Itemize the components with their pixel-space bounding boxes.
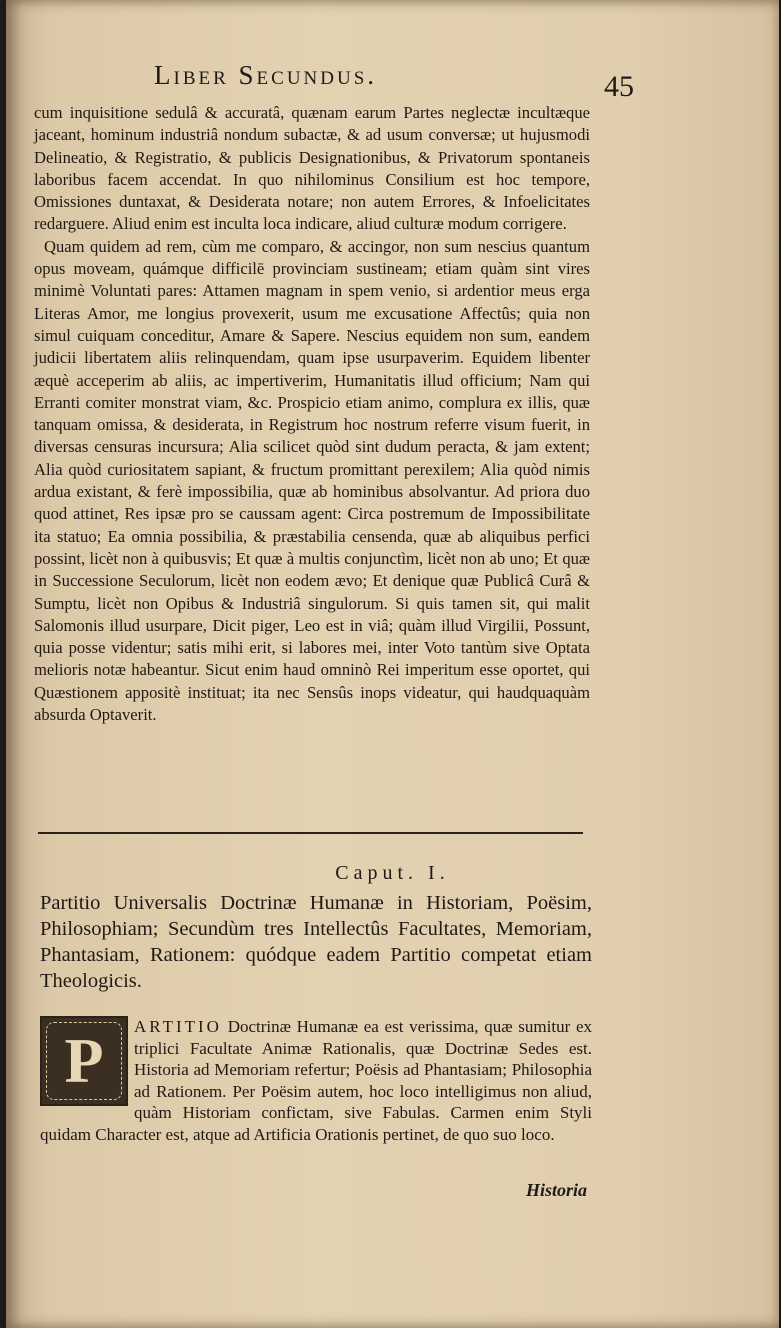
catchword: Historia: [526, 1180, 588, 1200]
chapter-summary: Partitio Universalis Doctrinæ Humanæ in Historiam, Poësim, Philosophiam; Secundùm tres Intellectûs Facultates, Memoriam, Phantasiam, Rationem: quódque eadem Partitio competat etiam Theologicis.: [40, 892, 592, 992]
page-number: 45: [604, 70, 634, 103]
paragraph-2: Quam quidem ad rem, cùm me comparo, & accingor, non sum nescius quantum opus moveam, quámque difficilē provinciam sustineam; etiam quàm sint vires minimè Voluntati pares: Attamen magnam in spem venio, si ardentior meus erga Literas Amor, me longius provexerit, usum me excusatione Affectûs; quia non simul cuiquam conceditur, Amare & Sapere. Nescius equidem non sum, eandem judicii libertatem aliis relinquendam, quam ipse usurpaverim. Equidem libenter æquè acceperim ab aliis, ac impertiverim, Humanitatis illud officium; Nam qui Erranti comiter monstrat viam, &c. Prospicio etiam animo, complura ex illis, quæ tanquam omissa, & desiderata, in Registrum hoc nostrum referre visum fuerit, in diversas censuras incursura; Alia scilicet quòd sint dudum peracta, & jam extent; Alia quòd curiositatem sapiant, & fructum promittant perexilem; Alia quòd nimis ardua existant, & ferè impossibilia, quæ ab hominibus absolvantur. Ad priora duo quod attinet, Res ipsæ pro se caussam agent: Circa postremum de Impossibilitate ita statuo; Ea omnia possibilia, & præstabilia censenda, quæ ab aliquibus perfici possint, licèt non à quibusvis; Et quæ à multis conjunctìm, licèt non ab uno; Et quæ in Successione Seculorum, licèt non eodem ævo; Et denique quæ Publicâ Curâ & Sumptu, licèt non Opibus & Industriâ singulorum. Si quis tamen sit, qui malit Salomonis illud usurpare, Dicit piger, Leo est in viâ; quàm illud Virgilii, Possunt, quia posse videntur; satis mihi erit, si labores mei, inter Voto tantùm sive Optata melioris notæ habeantur. Sicut enim haud omninò Rei imperitum esse oportet, qui Quæstionem appositè instituat; ita nec Sensûs inops videatur, qui haudquaquàm absurda Optaverit.: [34, 236, 590, 725]
decorated-initial: P: [40, 1016, 128, 1106]
main-text: [34, 102, 590, 726]
chapter-body: Doctrinæ Humanæ ea est verissima, quæ sumitur ex triplici Facultate Animæ Rationalis, quæ Doctrinæ Sedes est. Historia ad Memoriam refertur; Poësis ad Phantasiam; Philosophia ad Rationem. Per Poësim autem, hoc loco intelligimus non aliud, quàm Historiam confictam, sive Fabulas. Carmen enim Styli quidam Character est, atque ad Artificia Orationis pertinet, de quo suo loco.: [40, 1017, 592, 1144]
running-head: Liber Secundus.: [154, 60, 378, 90]
chapter-text: [40, 1016, 592, 1146]
paragraph-1: cum inquisitione sedulâ & accuratâ, quænam earum Partes neglectæ incultæque jaceant, hominum industriâ nondum subactæ, & ad usum conversæ; ut hujusmodi Delineatio, & Registratio, & publicis Designationibus, & Privatorum spontaneis laboribus facem accendat. In quo nihilominus Consilium est hoc tempore, Omissiones duntaxat, & Desiderata notare; non autem Errores, & Infoelicitates redarguere. Aliud enim est inculta loca indicare, aliud culturæ modum corrigere.: [34, 103, 590, 234]
chapter-heading: Caput. I.: [335, 862, 450, 884]
first-word: ARTITIO: [134, 1017, 222, 1036]
section-divider: [38, 832, 583, 834]
book-page: [6, 0, 779, 1328]
